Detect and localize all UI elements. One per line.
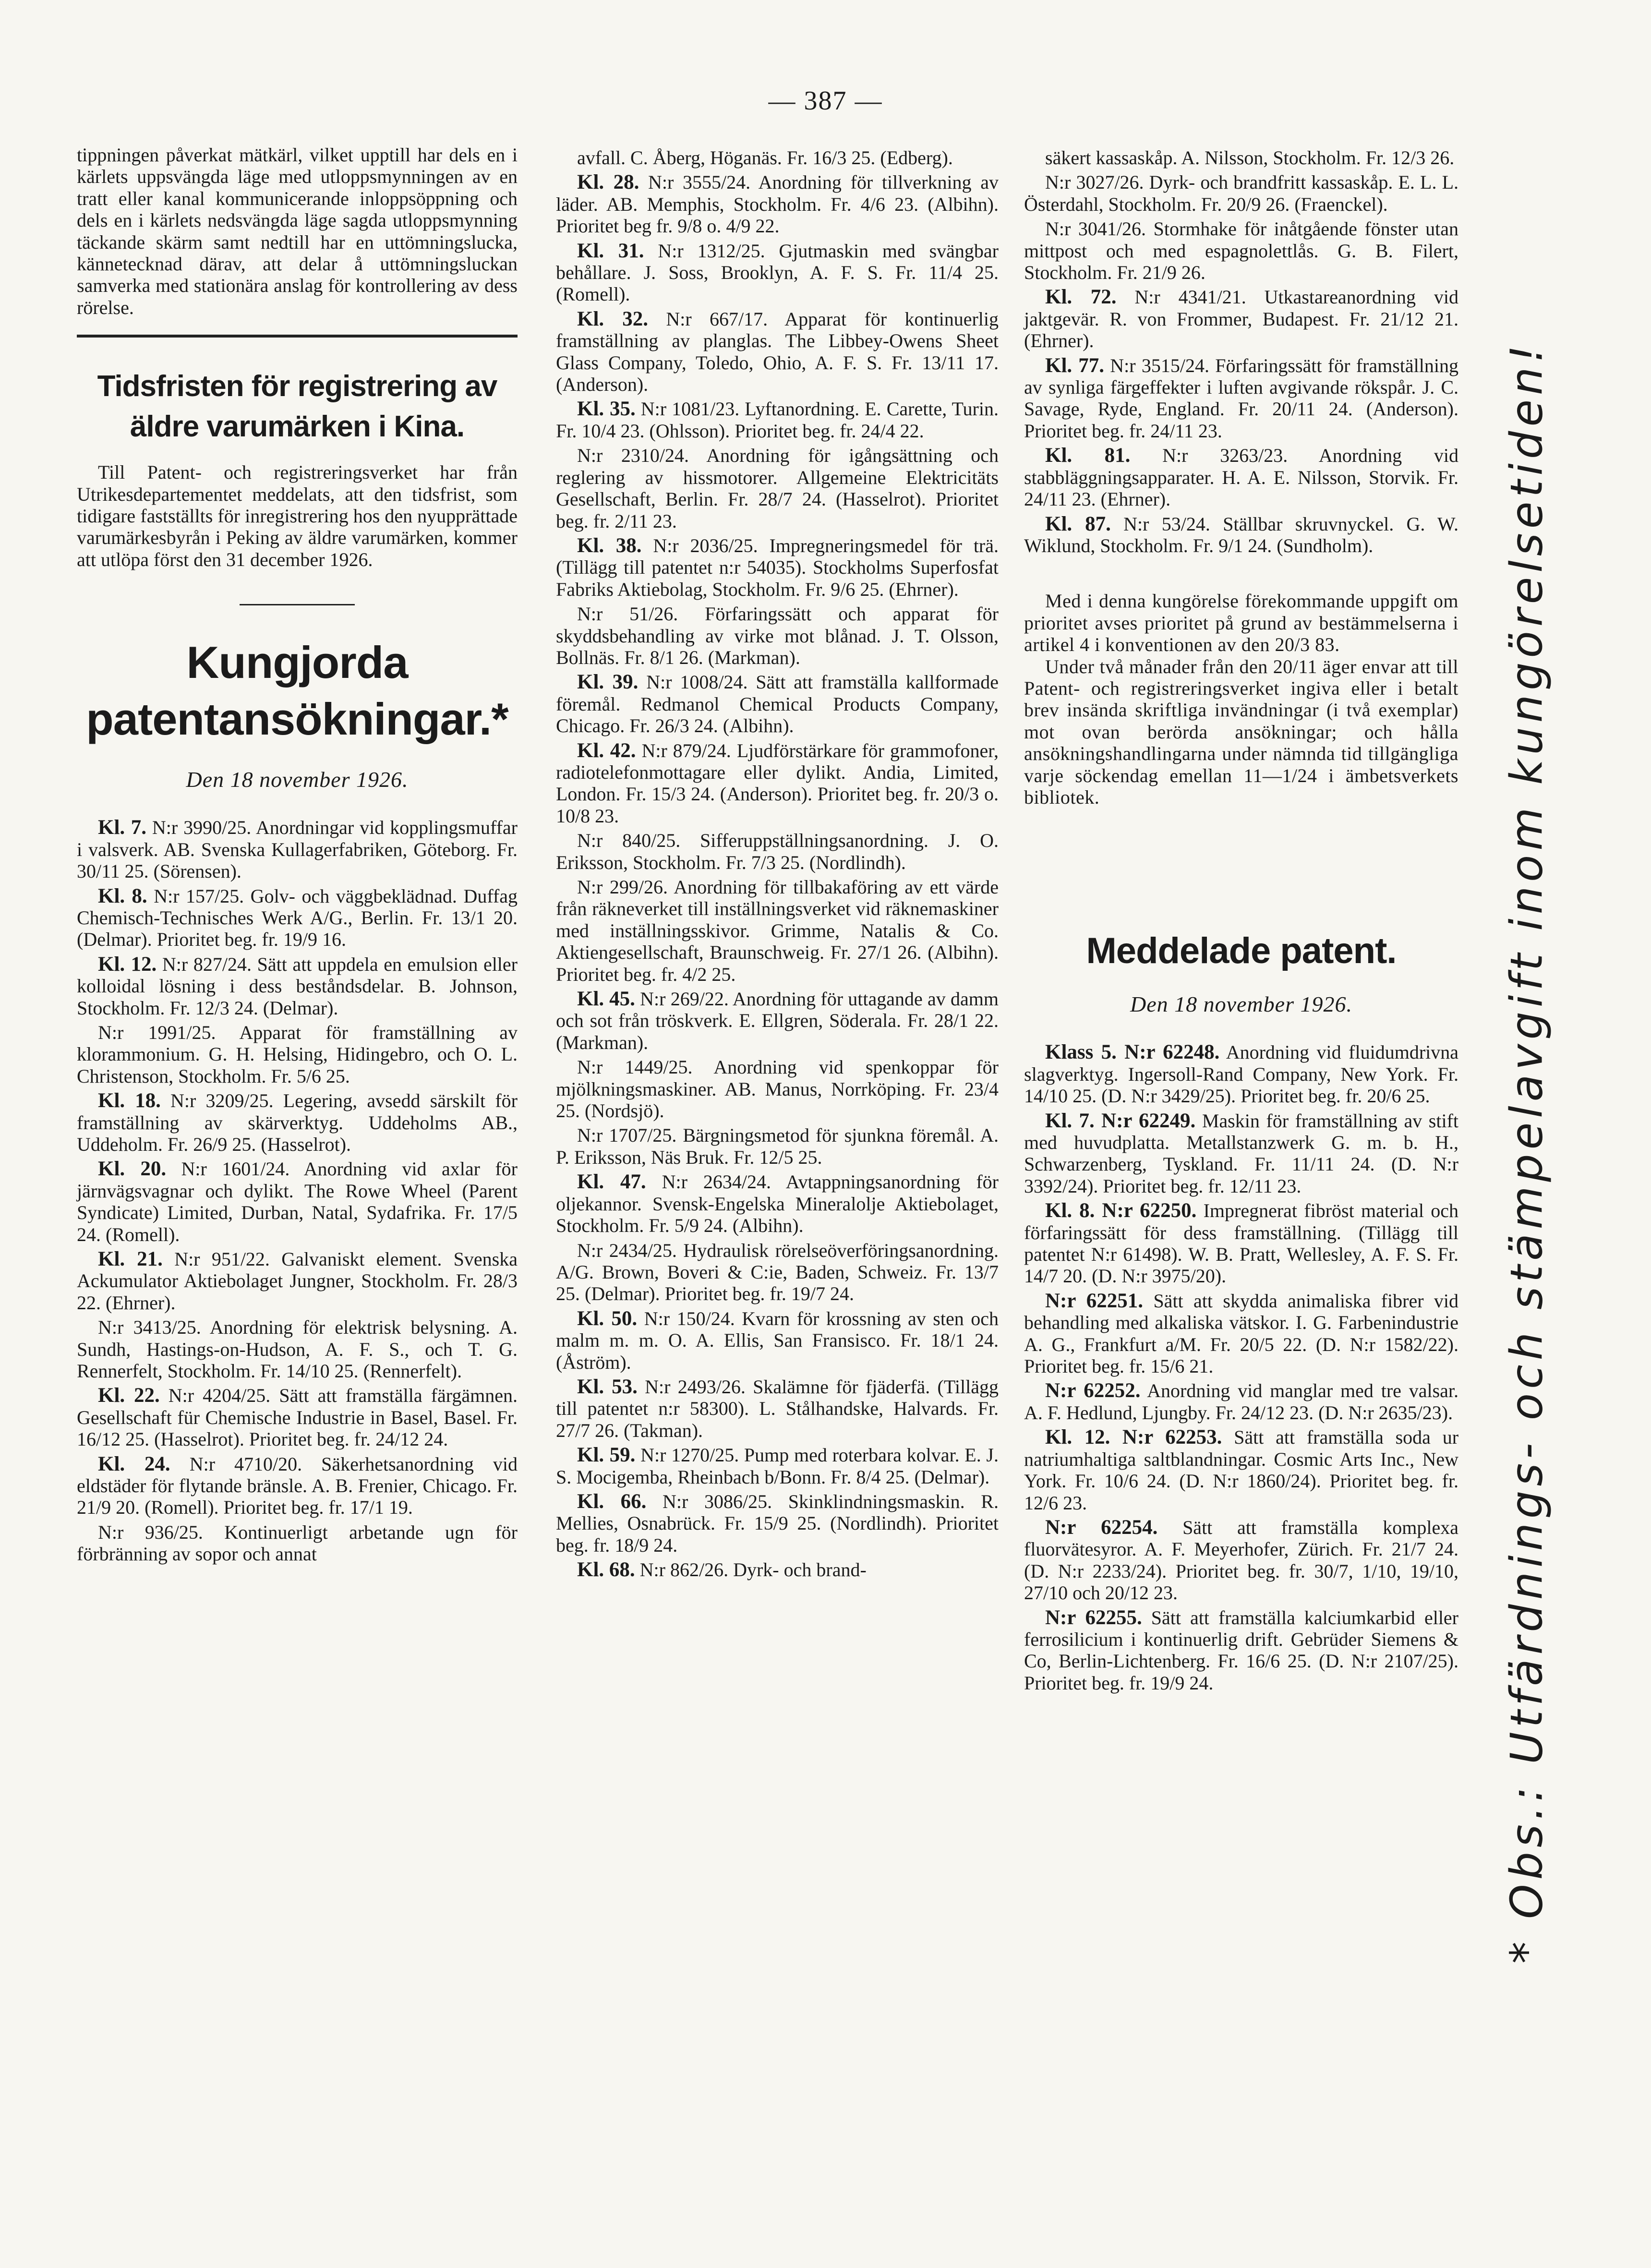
heading-kina: Tidsfristen för registrering av äldre varumärken i Kina. — [97, 370, 497, 444]
entry-text: Sätt att framställa kalciumkarbid eller ferrosilicium i kontinuerlig drift. Gebrüder Siemens & Co, Berlin-Lichtenberg. Fr. 16/6 25. (D. N:r 2107/25). Prioritet beg. fr. 19/9 24. — [1024, 1606, 1458, 1694]
list-item — [1024, 147, 1458, 169]
list-item — [1024, 171, 1458, 215]
class-label: Kl. 59. — [577, 1444, 636, 1467]
list-item — [77, 1521, 518, 1565]
margin-note-text: * Obs.: Utfärdnings- och stämpelavgift inom kungörelsetiden! — [1501, 340, 1553, 1964]
entry-text: N:r 879/24. Ljudförstärkare för grammofoner, radiotelefonmottagare eller dylikt. Andia, Limited, London. Fr. 15/3 24. (Anderson). Prioritet beg. fr. 20/3 o. 10/8 23. — [556, 739, 999, 827]
entry-text: N:r 4204/25. Sätt att framställa färgämnen. Gesellschaft für Chemische Industrie in Basel, Basel. Fr. 16/12 25. (Hasselrot). Prioritet beg. fr. 24/12 24. — [77, 1385, 518, 1450]
list-item — [556, 308, 999, 396]
class-label: Kl. 68. — [577, 1558, 635, 1581]
entry-text: N:r 951/22. Galvaniskt element. Svenska Ackumulator Aktiebolaget Jungner, Stockholm. Fr. 28/3 22. (Ehrner). — [77, 1248, 518, 1314]
list-item — [1024, 286, 1458, 351]
entry-text: N:r 1270/25. Pump med roterbara kolvar. E. J. S. Mocigemba, Rheinbach b/Bonn. Fr. 8/4 25. (Delmar). — [556, 1444, 999, 1488]
class-label: Kl. 18. — [98, 1089, 161, 1112]
entry-text: säkert kassaskåp. A. Nilsson, Stockholm. Fr. 12/3 26. — [1045, 147, 1455, 169]
list-item — [556, 1308, 999, 1373]
entry-text: N:r 4341/21. Utkastareanordning vid jaktgevär. R. von Frommer, Budapest. Fr. 21/12 21. (Ehrner). — [1024, 286, 1458, 352]
entry-text: N:r 157/25. Golv- och väggbeklädnad. Duffag Chemisch-Technisches Werk A/G., Berlin. Fr. 13/1 20. (Delmar). Prioritet beg. fr. 19/9 16. — [77, 885, 518, 951]
list-item — [77, 1090, 518, 1155]
list-item — [77, 1158, 518, 1245]
list-item — [77, 1385, 518, 1450]
list-item — [1024, 445, 1458, 510]
list-item — [556, 1559, 999, 1580]
class-label: Kl. 81. — [1045, 444, 1131, 467]
entry-text: N:r 1707/25. Bärgningsmetod för sjunkna föremål. A. P. Eriksson, Näs Bruk. Fr. 12/5 25. — [556, 1124, 999, 1168]
entry-text: N:r 3263/23. Anordning vid stabbläggningsapparater. H. A. E. Nilsson, Storvik. Fr. 24/11 23. (Ehrner). — [1024, 445, 1458, 510]
list-item — [77, 1316, 518, 1382]
entry-text: N:r 1312/25. Gjutmaskin med svängbar behållare. J. Soss, Brooklyn, A. F. S. Fr. 11/4 25. (Romell). — [556, 240, 999, 305]
list-item — [556, 603, 999, 668]
list-item — [556, 1491, 999, 1556]
short-divider — [240, 604, 355, 605]
class-label: Kl. 45. — [577, 988, 635, 1011]
entry-text: N:r 936/25. Kontinuerligt arbetande ugn för förbränning av sopor och annat — [77, 1521, 518, 1565]
entry-text: N:r 51/26. Förfaringssätt och apparat för skyddsbehandling av virke mot blånad. J. T. Olsson, Bollnäs. Fr. 8/1 26. (Markman). — [556, 603, 999, 668]
entry-text: N:r 4710/20. Säkerhetsanordning vid eldstäder för flytande bränsle. A. B. Frenier, Chicago. Fr. 21/9 20. (Romell). Prioritet beg. fr. 17/1 19. — [77, 1453, 518, 1519]
entry-text: N:r 3413/25. Anordning för elektrisk belysning. A. Sundh, Hastings-on-Hudson, A. F. S., och T. G. Rennerfelt, Stockholm. Fr. 14/10 25. (Rennerfelt). — [77, 1316, 518, 1382]
list-item — [556, 830, 999, 873]
list-item — [556, 240, 999, 305]
entry-text: N:r 667/17. Apparat för kontinuerlig framställning av planglas. The Libbey-Owens Sheet Glass Company, Toledo, Ohio, A. F. S. Fr. 13/11 17. (Anderson). — [556, 308, 999, 396]
class-label: Kl. 24. — [98, 1452, 170, 1475]
list-item — [556, 988, 999, 1053]
kina-paragraph: Till Patent- och registreringsverket har från Utrikesdepartementet meddelats, att den tidsfrist, som tidigare fastställts för inregistrering hos den nyupprättade varumärkesbyrån i Peking av äldre varumärken, kommer att utlöpa först den 31 december 1926. — [77, 461, 518, 570]
entry-text: N:r 3027/26. Dyrk- och brandfritt kassaskåp. E. L. L. Österdahl, Stockholm. Fr. 20/9 26. (Fraenckel). — [1024, 171, 1458, 215]
entry-text: N:r 3209/25. Legering, avsedd särskilt för framställning av skärverktyg. Uddeholms AB., Uddeholm. Fr. 26/9 25. (Hasselrot). — [77, 1090, 518, 1155]
list-item — [556, 1171, 999, 1236]
list-item — [77, 1453, 518, 1519]
list-item — [1024, 218, 1458, 283]
column-middle — [556, 144, 999, 1581]
class-label: Kl. 50. — [577, 1307, 638, 1330]
list-item — [556, 671, 999, 736]
list-item — [1024, 513, 1458, 557]
entry-text: N:r 2434/25. Hydraulisk rörelseöverföringsanordning. A/G. Brown, Boveri & C:ie, Baden, Schweiz. Fr. 13/7 25. (Delmar). Prioritet beg. fr. 19/7 24. — [556, 1239, 999, 1305]
notice-objections: Under två månader från den 20/11 äger envar att till Patent- och registreringsverket ingiva eller i betalt brev insända skriftliga invändningar (i två exemplar) mot ovan berörda ansökningar; och hålla ansökningshandlingarna under nämnda tid tillgängliga varje söckendag emellan 11—1/24 i ämbetsverkets bibliotek. — [1024, 655, 1458, 808]
list-item — [1024, 1607, 1458, 1694]
list-item — [556, 1056, 999, 1122]
entry-text: N:r 1081/23. Lyftanordning. E. Carette, Turin. Fr. 10/4 23. (Ohlsson). Prioritet beg. fr. 24/4 22. — [556, 398, 999, 442]
class-label: Kl. 38. — [577, 534, 642, 557]
entry-text: Anordning vid fluidumdrivna slagverktyg. Ingersoll-Rand Company, New York. Fr. 14/10 25. (D. N:r 3429/25). Prioritet beg. fr. 20/6 25. — [1024, 1041, 1459, 1107]
list-item — [1024, 355, 1458, 442]
class-label: Kl. 22. — [98, 1384, 160, 1407]
date-line: Den 18 november 1926. — [186, 767, 409, 792]
entry-list — [1024, 147, 1458, 556]
list-item — [77, 1248, 518, 1314]
list-item — [77, 1022, 518, 1087]
list-item — [556, 1240, 999, 1305]
intro-paragraph: tippningen påverkat mätkärl, vilket upptill har dels en i kärlets uppsvängda läge med utloppsmynningen av en tratt eller kanal kommunicerande inloppsöppning och dels en i kärlets nedsvängda läge sagda utloppsmynning täckande skärm samt nedtill har en uttömningslucka, kännetecknad därav, att delar å uttömningsluckan samverka med stationära anslag för kontrollering av dess rörelse. — [77, 144, 518, 318]
entry-text: Maskin för framställning av stift med huvudplatta. Metallstanzwerk G. m. b. H., Schwarzenberg, Tyskland. Fr. 11/11 24. (D. N:r 3392/24). Prioritet beg. fr. 12/11 23. — [1024, 1110, 1459, 1197]
class-label: Kl. 8. — [98, 884, 147, 907]
list-item — [556, 147, 999, 169]
notice-priority: Med i denna kungörelse förekommande uppgift om prioritet avses prioritet på grund av bestämmelserna i artikel 4 i konventionen av den 20/3 83. — [1024, 590, 1458, 656]
list-item — [1024, 1290, 1458, 1377]
list-item — [1024, 1041, 1458, 1107]
list-item — [556, 740, 999, 827]
class-label: Kl. 20. — [98, 1158, 167, 1181]
entry-text: Anordning vid manglar med tre valsar. A. F. Hedlund, Ljungby. Fr. 24/12 23. (D. N:r 2635/23). — [1024, 1380, 1459, 1424]
entry-text: N:r 3041/26. Stormhake för inåtgående fönster utan mittpost och med espagnolettlås. G. B. Filert, Stockholm. Fr. 21/9 26. — [1024, 218, 1458, 284]
list-item — [77, 885, 518, 951]
list-item — [1024, 1517, 1458, 1604]
section-divider — [77, 335, 518, 338]
class-label: Kl. 87. — [1045, 512, 1111, 535]
list-item — [556, 171, 999, 237]
entry-text: N:r 1991/25. Apparat för framställning av klorammonium. G. H. Helsing, Hidingebro, och O. L. Christenson, Stockholm. Fr. 5/6 25. — [77, 1021, 518, 1087]
class-label: N:r 62251. — [1045, 1289, 1144, 1312]
margin-note — [1488, 120, 1565, 2184]
class-label: N:r 62255. — [1045, 1606, 1142, 1629]
list-item — [77, 953, 518, 1019]
class-label: N:r 62252. — [1045, 1379, 1141, 1402]
class-label: Kl. 28. — [577, 171, 639, 194]
class-label: Kl. 8. N:r 62250. — [1045, 1199, 1197, 1222]
class-label: Kl. 31. — [577, 239, 644, 262]
list-item — [77, 817, 518, 882]
class-label: Kl. 7. — [98, 816, 147, 839]
class-label: N:r 62254. — [1045, 1516, 1158, 1539]
list-item — [1024, 1110, 1458, 1197]
list-item — [556, 535, 999, 600]
column-left — [77, 144, 518, 1565]
entry-text: N:r 299/26. Anordning för tillbakaföring av ett värde från räkneverket till inställningsverket vid räknemaskiner med inställningsskivor. Grimme, Natalis & Co. Aktiengesellschaft, Braunschweig. Fr. 27/1 26. (Albihn). Prioritet beg. fr. 4/2 25. — [556, 876, 999, 985]
class-label: Kl. 32. — [577, 307, 648, 330]
list-item — [1024, 1200, 1458, 1287]
entry-text: N:r 2493/26. Skalämne för fjäderfä. (Tillägg till patentet n:r 58300). L. Stålhandske, Halvards. Fr. 27/7 26. (Takman). — [556, 1375, 999, 1441]
class-label: Kl. 47. — [577, 1170, 646, 1194]
entry-text: N:r 862/26. Dyrk- och brand- — [639, 1559, 867, 1581]
entry-text: N:r 2036/25. Impregneringsmedel för trä. (Tillägg till patentet n:r 54035). Stockholms Superfosfat Fabriks Aktiebolag, Stockholm. Fr. 9/6 25. (Ehrner). — [556, 534, 999, 600]
class-label: Kl. 35. — [577, 398, 636, 421]
entry-text: N:r 2634/24. Avtappningsanordning för oljekannor. Svensk-Engelska Mineralolje Aktiebolaget, Stockholm. Fr. 5/9 24. (Albihn). — [556, 1171, 999, 1237]
entry-text: N:r 3990/25. Anordningar vid kopplingsmuffar i valsverk. AB. Svenska Kullagerfabriken, Göteborg. Fr. 30/11 25. (Sörensen). — [77, 817, 518, 882]
class-label: Kl. 21. — [98, 1248, 163, 1270]
entry-text: N:r 269/22. Anordning för uttagande av damm och sot från tröskverk. E. Ellgren, Söderala. Fr. 28/1 22. (Markman). — [556, 988, 999, 1053]
entry-text: N:r 3555/24. Anordning för tillverkning av läder. AB. Memphis, Stockholm. Fr. 4/6 23. (Albihn). Prioritet beg fr. 9/8 o. 4/9 22. — [556, 171, 999, 237]
entry-text: N:r 53/24. Ställbar skruvnyckel. G. W. Wiklund, Stockholm. Fr. 9/1 24. (Sundholm). — [1024, 513, 1458, 556]
heading-kungjorda: Kungjorda patentansökningar.* — [86, 637, 508, 745]
list-item — [556, 1124, 999, 1168]
entry-text: N:r 1008/24. Sätt att framställa kallformade föremål. Redmanol Chemical Products Company, Chicago. Fr. 26/3 24. (Albihn). — [556, 671, 999, 737]
class-label: Klass 5. N:r 62248. — [1045, 1041, 1220, 1064]
class-label: Kl. 77. — [1045, 354, 1104, 377]
list-item — [556, 398, 999, 442]
entry-text: N:r 1449/25. Anordning vid spenkoppar för mjölkningsmaskiner. AB. Manus, Norrköping. Fr. 23/4 25. (Nordsjö). — [556, 1056, 999, 1122]
notice-block — [1024, 590, 1458, 808]
class-label: Kl. 12. — [98, 953, 157, 976]
class-label: Kl. 7. N:r 62249. — [1045, 1109, 1196, 1132]
entry-list — [556, 147, 999, 1581]
patent-list — [1024, 1041, 1458, 1694]
list-item — [556, 1376, 999, 1441]
entry-text: N:r 827/24. Sätt att uppdela en emulsion eller kolloidal lösning i dess beståndsdelar. B. Johnson, Stockholm. Fr. 12/3 24. (Delmar). — [77, 953, 518, 1019]
heading-meddelade: Meddelade patent. — [1086, 930, 1397, 972]
entry-text: Sätt att framställa soda ur natriumhaltiga saltblandningar. Cosmic Arts Inc., New York. Fr. 10/6 24. (D. N:r 1860/24). Prioritet beg. fr. 12/6 23. — [1024, 1426, 1459, 1514]
list-item — [556, 876, 999, 985]
entry-text: avfall. C. Åberg, Höganäs. Fr. 16/3 25. (Edberg). — [577, 147, 953, 169]
entry-text: N:r 150/24. Kvarn för krossning av sten och malm m. m. O. A. Ellis, San Fransisco. Fr. 18/1 24. (Åström). — [556, 1307, 999, 1373]
column-right — [1024, 144, 1458, 1694]
entry-list — [77, 817, 518, 1565]
entry-text: Sätt att framställa komplexa fluorvätesyror. A. F. Meyerhofer, Zürich. Fr. 21/7 24. (D. N:r 2233/24). Prioritet beg. fr. 30/7, 1/10, 19/10, 27/10 och 20/12 23. — [1024, 1516, 1458, 1604]
class-label: Kl. 12. N:r 62253. — [1045, 1426, 1222, 1449]
entry-text: N:r 1601/24. Anordning vid axlar för järnvägsvagnar och dylikt. The Rowe Wheel (Parent Syndicate) Limited, Durban, Natal, Sydafrika. Fr. 17/5 24. (Romell). — [77, 1158, 518, 1245]
list-item — [1024, 1426, 1458, 1514]
date-line: Den 18 november 1926. — [1130, 992, 1352, 1017]
class-label: Kl. 53. — [577, 1375, 638, 1398]
entry-text: N:r 2310/24. Anordning för igångsättning och reglering av hissmotorer. Allgemeine Elektricitäts Gesellschaft, Berlin. Fr. 28/7 24. (Hasselrot). Prioritet beg. fr. 2/11 23. — [556, 445, 999, 532]
class-label: Kl. 39. — [577, 671, 639, 694]
class-label: Kl. 42. — [577, 739, 636, 762]
entry-text: Sätt att skydda animaliska fibrer vid behandling med alkaliska vätskor. I. G. Farbenindustrie A. G., Frankfurt a/M. Fr. 20/5 22. (D. N:r 1582/22). Prioritet beg. fr. 15/6 21. — [1024, 1290, 1459, 1377]
class-label: Kl. 72. — [1045, 286, 1117, 309]
entry-text: N:r 840/25. Sifferuppställningsanordning. J. O. Eriksson, Stockholm. Fr. 7/3 25. (Nordlindh). — [556, 830, 999, 873]
entry-text: N:r 3086/25. Skinklindningsmaskin. R. Mellies, Osnabrück. Fr. 15/9 25. (Nordlindh). Prioritet beg. fr. 18/9 24. — [556, 1490, 999, 1556]
page-number: — 387 — — [768, 86, 883, 116]
list-item — [556, 445, 999, 532]
entry-text: N:r 3515/24. Förfaringssätt för framställning av synliga färgeffekter i luften avgivande rökspår. J. C. Savage, Ryde, England. Fr. 20/11 24. (Anderson). Prioritet beg. fr. 24/11 23. — [1024, 354, 1459, 442]
entry-text: Impregnerat fibröst material och förfaringssätt för dess framställning. (Tillägg till patentet N:r 61498). W. B. Pratt, Wellesley, A. F. S. Fr. 14/7 20. (D. N:r 3975/20). — [1024, 1200, 1458, 1287]
list-item — [556, 1444, 999, 1488]
list-item — [1024, 1380, 1458, 1424]
class-label: Kl. 66. — [577, 1490, 647, 1513]
